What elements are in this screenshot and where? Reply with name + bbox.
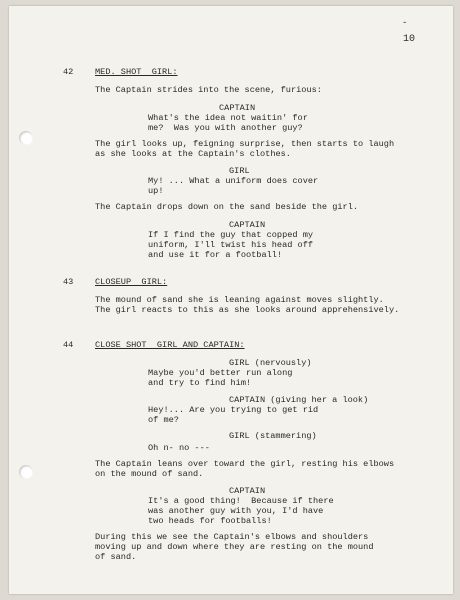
dialogue-line: me? Was you with another guy?	[148, 123, 303, 133]
dialogue-line: and try to find him!	[148, 378, 252, 388]
dialogue-line: two heads for footballs!	[148, 516, 272, 526]
page-number: 10	[403, 34, 416, 45]
dialogue-line: up!	[148, 186, 164, 196]
dialogue-line: What's the idea not waitin' for	[148, 113, 308, 123]
dialogue-line: My! ... What a uniform does cover	[148, 176, 319, 186]
dialogue-line: and use it for a football!	[148, 250, 283, 260]
dialogue-line: Hey!... Are you trying to get rid	[148, 405, 319, 415]
scene-number-44: 44	[63, 340, 74, 350]
character-cue: CAPTAIN	[229, 220, 266, 230]
scene-number-42: 42	[63, 67, 74, 77]
character-cue: CAPTAIN (giving her a look)	[229, 395, 369, 405]
binder-hole-top	[19, 131, 33, 145]
binder-hole-bottom	[19, 465, 33, 479]
script-page	[9, 6, 453, 594]
character-cue: GIRL	[229, 166, 250, 176]
action-line: The Captain leans over toward the girl, resting his elbows	[95, 459, 395, 469]
action-line: of sand.	[95, 552, 137, 562]
action-line: The mound of sand she is leaning against moves slightly.	[95, 295, 384, 305]
action-line: During this we see the Captain's elbows and shoulders	[95, 532, 369, 542]
corner-mark: -	[402, 18, 408, 28]
dialogue-line: Oh n- no ---	[148, 443, 210, 453]
action-line: The Captain strides into the scene, furious:	[95, 85, 322, 95]
character-cue: GIRL (stammering)	[229, 431, 317, 441]
character-cue: CAPTAIN	[229, 486, 266, 496]
action-line: The Captain drops down on the sand beside the girl.	[95, 202, 359, 212]
action-line: as she looks at the Captain's clothes.	[95, 149, 291, 159]
dialogue-line: uniform, I'll twist his head off	[148, 240, 314, 250]
scene-heading-42: MED. SHOT GIRL:	[95, 67, 178, 77]
action-line: on the mound of sand.	[95, 469, 204, 479]
scene-heading-43: CLOSEUP GIRL:	[95, 277, 168, 287]
action-line: The girl reacts to this as she looks around apprehensively.	[95, 305, 400, 315]
action-line: The girl looks up, feigning surprise, then starts to laugh	[95, 139, 395, 149]
action-line: moving up and down where they are resting on the mound	[95, 542, 374, 552]
character-cue: CAPTAIN	[219, 103, 256, 113]
scene-number-43: 43	[63, 277, 74, 287]
dialogue-line: It's a good thing! Because if there	[148, 496, 334, 506]
character-cue: GIRL (nervously)	[229, 358, 312, 368]
dialogue-line: was another guy with you, I'd have	[148, 506, 324, 516]
dialogue-line: If I find the guy that copped my	[148, 230, 314, 240]
scene-heading-44: CLOSE SHOT GIRL AND CAPTAIN:	[95, 340, 245, 350]
dialogue-line: of me?	[148, 415, 179, 425]
dialogue-line: Maybe you'd better run along	[148, 368, 293, 378]
